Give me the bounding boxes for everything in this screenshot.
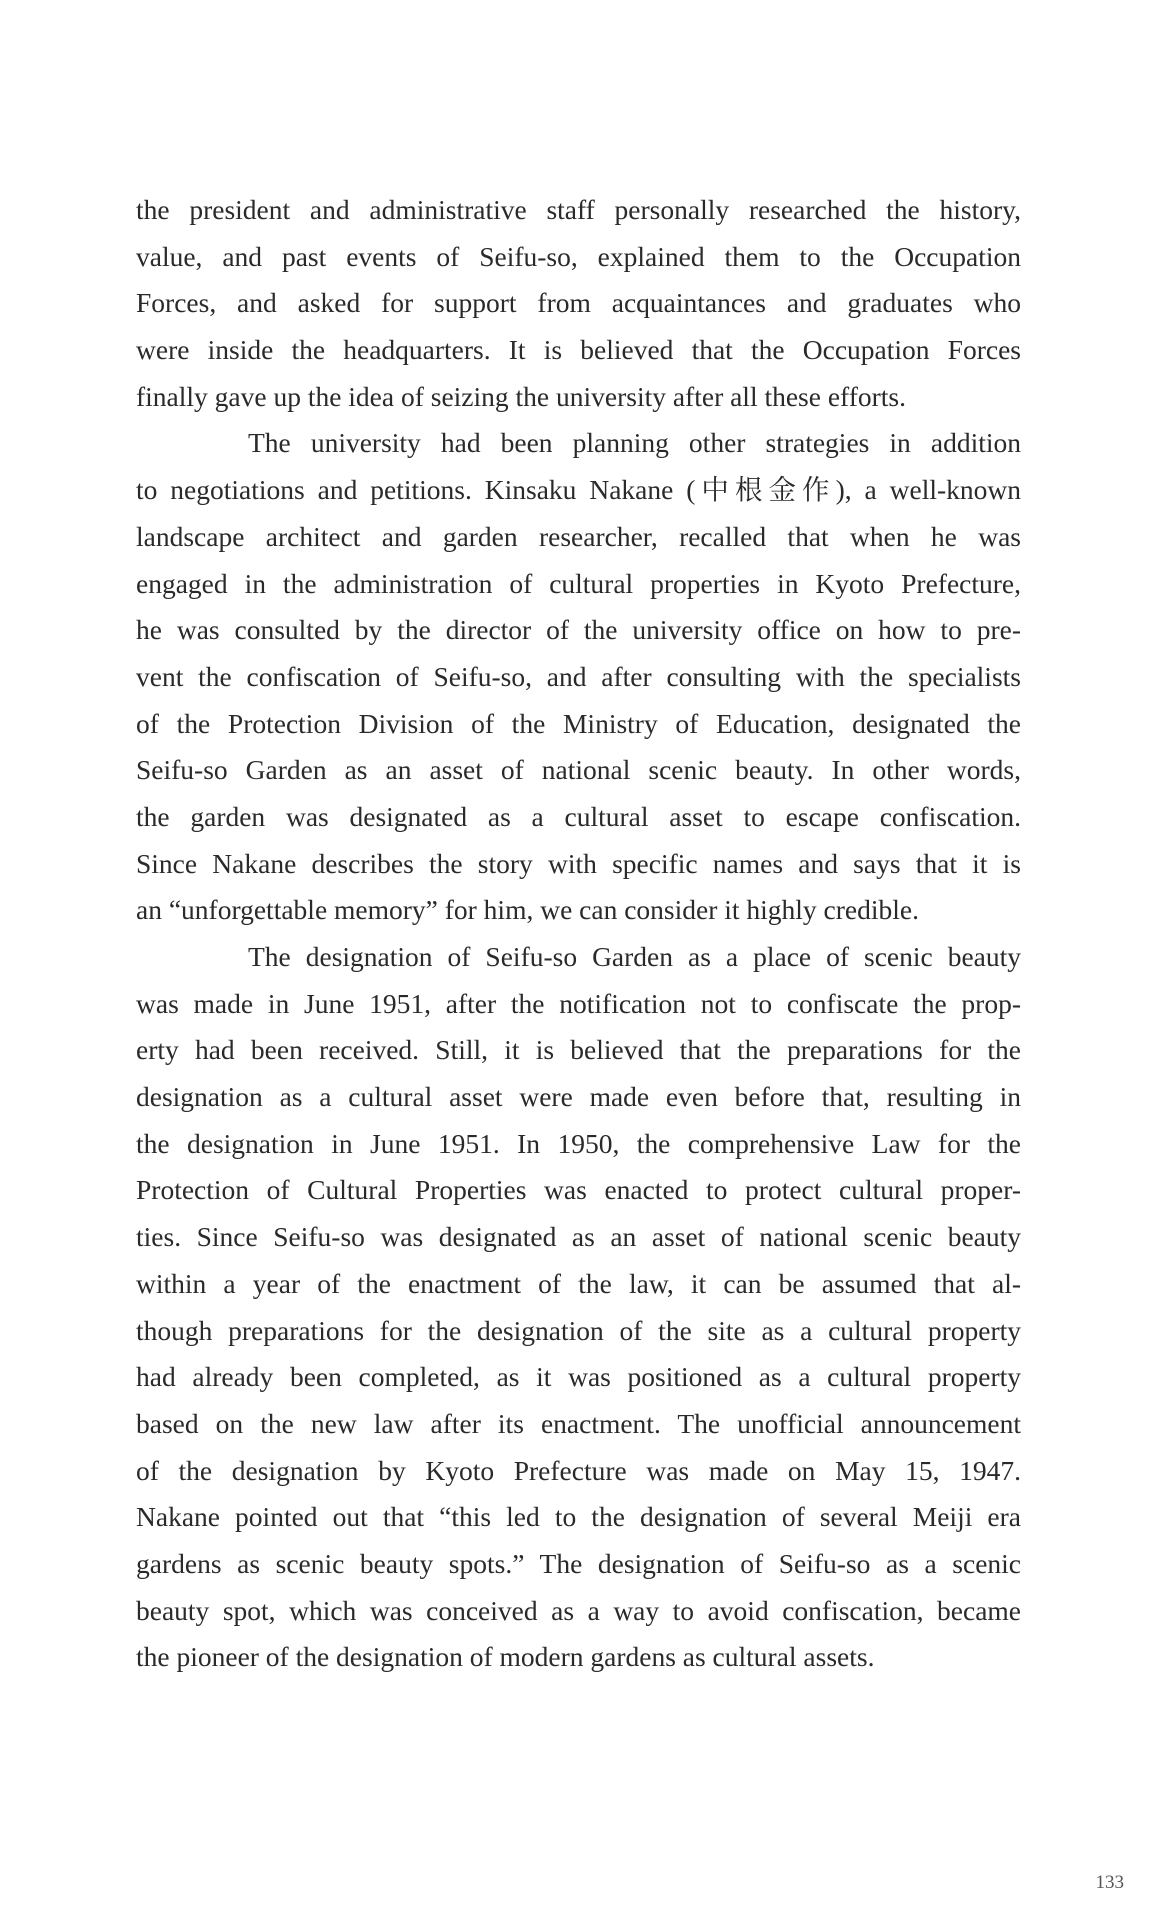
text-line: an “unforgettable memory” for him, we can consider it highly credible. <box>136 894 919 926</box>
text-line: were inside the headquarters. It is believed that the Occupation Forces <box>136 334 1021 366</box>
text-line: had already been completed, as it was positioned as a cultural property <box>136 1361 1021 1393</box>
text-line: beauty spot, which was conceived as a way to avoid confiscation, became <box>136 1594 1021 1626</box>
text-line: within a year of the enactment of the law, it can be assumed that al- <box>136 1267 1021 1299</box>
text-line: landscape architect and garden researcher, recalled that when he was <box>136 520 1021 552</box>
text-line: designation as a cultural asset were made even before that, resulting in <box>136 1081 1021 1113</box>
text-line: gardens as scenic beauty spots.” The designation of Seifu-so as a scenic <box>136 1547 1021 1579</box>
text-line: ties. Since Seifu-so was designated as an asset of national scenic beauty <box>136 1221 1021 1253</box>
paragraph-first-line: The university had been planning other strategies in addition <box>248 427 1021 459</box>
text-line: finally gave up the idea of seizing the university after all these efforts. <box>136 380 906 412</box>
text-line: the pioneer of the designation of modern gardens as cultural assets. <box>136 1641 875 1673</box>
text-line: Forces, and asked for support from acquaintances and graduates who <box>136 287 1021 319</box>
text-line: to negotiations and petitions. Kinsaku Nakane (中根金作), a well-known <box>136 474 1021 506</box>
text-line: he was consulted by the director of the university office on how to pre- <box>136 614 1021 646</box>
text-line: based on the new law after its enactment. The unofficial announcement <box>136 1407 1021 1439</box>
text-line: Since Nakane describes the story with specific names and says that it is <box>136 847 1021 879</box>
text-line: vent the confiscation of Seifu-so, and after consulting with the specialists <box>136 660 1021 692</box>
text-line: Protection of Cultural Properties was enacted to protect cultural proper- <box>136 1174 1021 1206</box>
text-line: was made in June 1951, after the notification not to confiscate the prop- <box>136 987 1021 1019</box>
text-line: the president and administrative staff personally researched the history, <box>136 194 1021 225</box>
body-text <box>136 187 1021 1681</box>
text-line: the garden was designated as a cultural asset to escape confiscation. <box>136 800 1021 832</box>
text-line: of the Protection Division of the Ministry of Education, designated the <box>136 707 1021 739</box>
text-line: erty had been received. Still, it is believed that the preparations for the <box>136 1034 1021 1066</box>
text-line: value, and past events of Seifu-so, explained them to the Occupation <box>136 240 1021 272</box>
text-line: the designation in June 1951. In 1950, the comprehensive Law for the <box>136 1127 1021 1159</box>
text-line: engaged in the administration of cultural properties in Kyoto Prefecture, <box>136 567 1021 599</box>
text-line: though preparations for the designation of the site as a cultural property <box>136 1314 1021 1346</box>
text-line: Nakane pointed out that “this led to the designation of several Meiji era <box>136 1501 1021 1533</box>
paragraph-first-line: The designation of Seifu-so Garden as a place of scenic beauty <box>248 941 1021 972</box>
page-number: 133 <box>1095 1872 1124 1893</box>
text-line: of the designation by Kyoto Prefecture was made on May 15, 1947. <box>136 1454 1021 1486</box>
text-line: Seifu-so Garden as an asset of national scenic beauty. In other words, <box>136 754 1021 786</box>
